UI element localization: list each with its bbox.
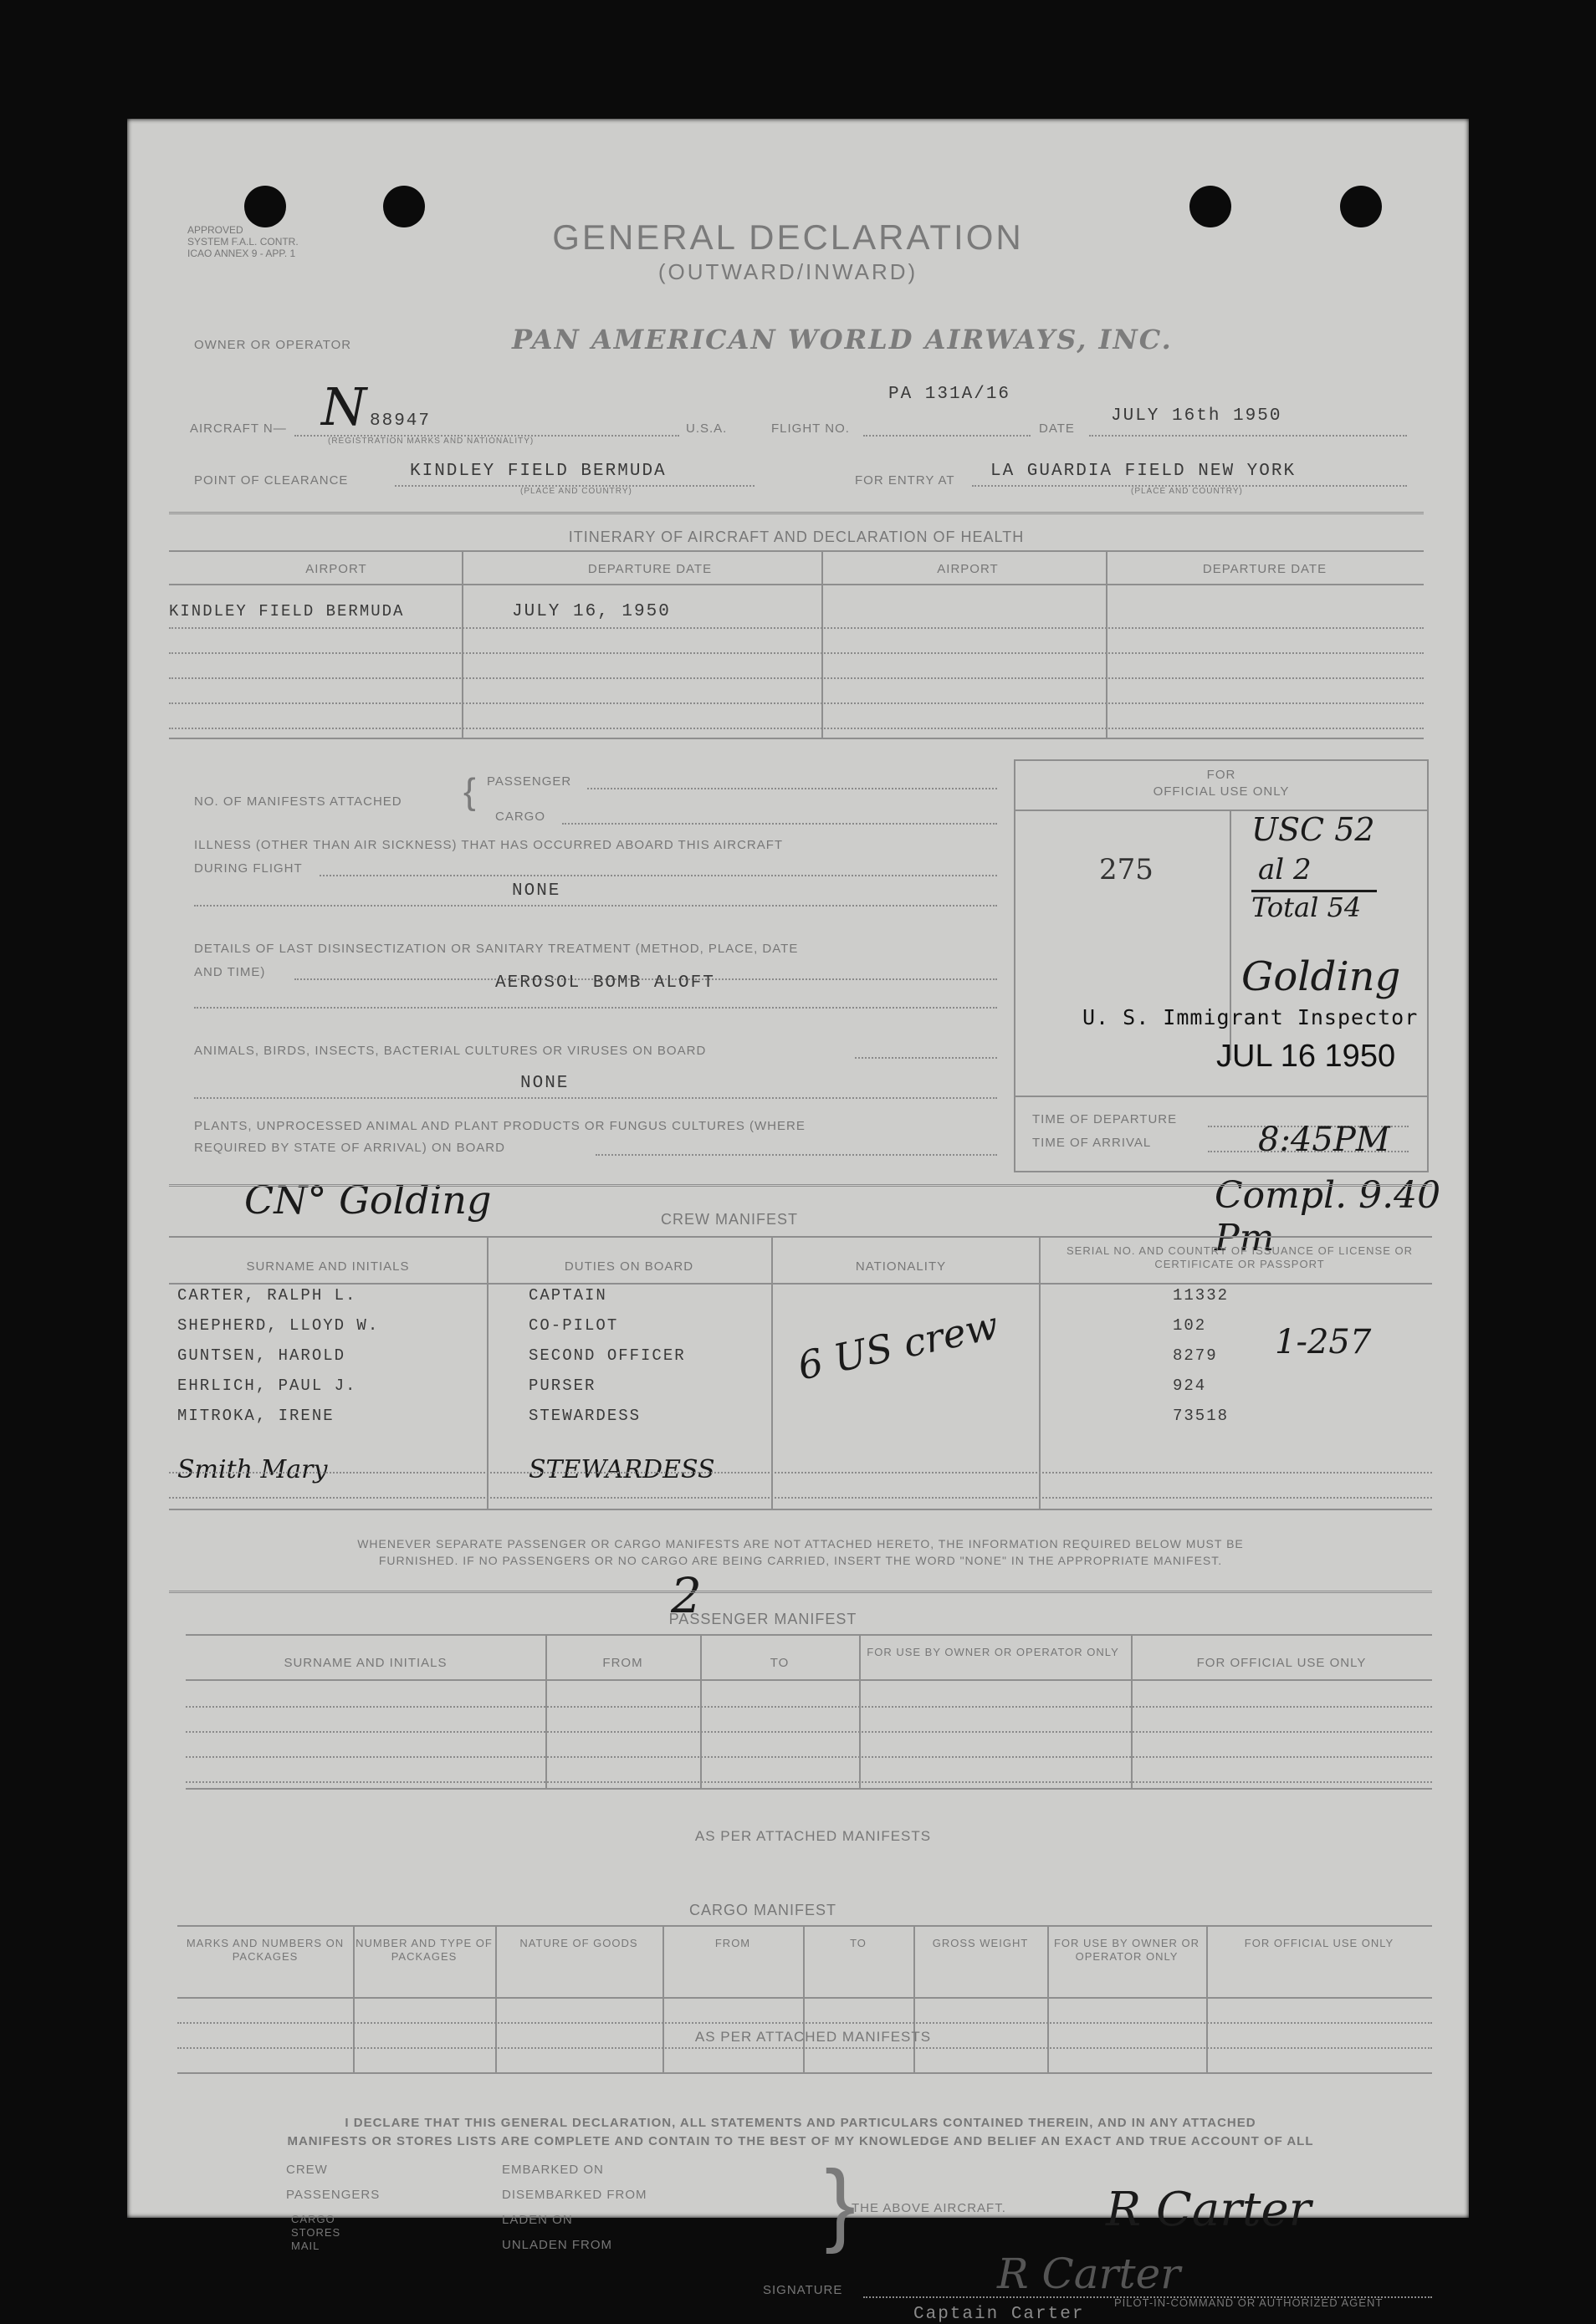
itinerary-title: ITINERARY OF AIRCRAFT AND DECLARATION OF HEALTH [568,529,1025,545]
crew-name: Smith Mary [177,1455,328,1484]
crew-name: CARTER, RALPH L. [177,1286,357,1305]
passenger-col-to: TO [770,1656,790,1670]
crew-duty: STEWARDESS [529,1455,715,1484]
clearance-label: POINT OF CLEARANCE [194,473,349,488]
signature-label: SIGNATURE [763,2283,843,2297]
punch-hole [244,186,286,227]
passenger-col-official: FOR OFFICIAL USE ONLY [1196,1656,1367,1670]
crew-serial: 102 [1173,1316,1207,1335]
departure-time-label: TIME OF DEPARTURE [1032,1112,1178,1126]
crew-duty: STEWARDESS [529,1407,642,1425]
decl-action-disembarked: DISEMBARKED FROM [502,2188,647,2202]
passenger-note: AS PER ATTACHED MANIFESTS [694,1828,932,1844]
entry-sub: (PLACE AND COUNTRY) [1131,487,1243,496]
cargo-col: NATURE OF GOODS [519,1937,638,1949]
itinerary-col-airport-1: AIRPORT [305,562,367,576]
crew-annotation-right: Compl. 9.40 Pm [1215,1174,1441,1259]
punch-hole [1340,186,1382,227]
cargo-col: NUMBER AND TYPE OF PACKAGES [356,1937,493,1963]
crew-col-nationality: NATIONALITY [855,1259,947,1274]
decl-above-aircraft: THE ABOVE AIRCRAFT. [852,2201,1006,2215]
disinsect-value: AEROSOL BOMB ALOFT [495,973,715,993]
decl-action-laden: LADEN ON [502,2213,573,2227]
inspector-stamp: U. S. Immigrant Inspector [1082,1005,1419,1029]
plants-label-2: REQUIRED BY STATE OF ARRIVAL) ON BOARD [194,1141,505,1155]
notice-line-2: FURNISHED. IF NO PASSENGERS OR NO CARGO ARE BEING CARRIED, INSERT THE WORD "NONE" IN THE APPROPRIATE MANIFEST. [378,1554,1223,1567]
inspector-signature: Golding [1241,953,1401,1000]
plants-label: PLANTS, UNPROCESSED ANIMAL AND PLANT PRODUCTS OR FUNGUS CULTURES (WHERE [194,1119,806,1133]
cargo-col: MARKS AND NUMBERS ON PACKAGES [186,1937,345,1963]
itinerary-col-airport-2: AIRPORT [937,562,999,576]
cargo-col: FROM [714,1937,751,1949]
crew-name: GUNTSEN, HAROLD [177,1346,346,1365]
cargo-col: FOR USE BY OWNER OR OPERATOR ONLY [1053,1937,1200,1963]
aircraft-handwritten: N [321,376,367,437]
captain-signature-top: R Carter [1106,2183,1312,2237]
illness-label: ILLNESS (OTHER THAN AIR SICKNESS) THAT HAS OCCURRED ABOARD THIS AIRCRAFT [194,838,784,852]
manifests-label: NO. OF MANIFESTS ATTACHED [194,794,402,809]
crew-duty: PURSER [529,1377,596,1395]
owner-label: OWNER OR OPERATOR [194,338,352,352]
passenger-handwritten: 2 [671,1567,702,1624]
cargo-col: FOR OFFICIAL USE ONLY [1244,1937,1394,1949]
disinsect-label-2: AND TIME) [194,965,266,979]
clearance-sub: (PLACE AND COUNTRY) [520,487,632,496]
itinerary-col-date-1: DEPARTURE DATE [587,562,713,576]
punch-hole [1189,186,1231,227]
itinerary-date: JULY 16, 1950 [512,602,671,621]
decl-item-passengers: PASSENGERS [286,2188,381,2202]
date-value: JULY 16th 1950 [1111,406,1282,426]
declaration-line-1: I DECLARE THAT THIS GENERAL DECLARATION, ALL STATEMENTS AND PARTICULARS CONTAINED THEREIN, AND IN ANY ATTACHED [345,2116,1256,2130]
punch-hole [383,186,425,227]
crew-col-name: SURNAME AND INITIALS [246,1259,410,1274]
cargo-col: GROSS WEIGHT [932,1937,1029,1949]
decl-action-embarked: EMBARKED ON [502,2163,604,2177]
passenger-col-from: FROM [602,1656,643,1670]
official-title-2: OFFICIAL USE ONLY [1153,784,1290,799]
crew-name: MITROKA, IRENE [177,1407,335,1425]
passenger-col-name: SURNAME AND INITIALS [284,1656,448,1670]
cargo-count-label: CARGO [495,810,546,824]
tally-al: al 2 [1258,853,1312,886]
flight-label: FLIGHT NO. [771,421,850,436]
passenger-count-label: PASSENGER [487,774,572,789]
usa-label: U.S.A. [686,421,728,436]
illness-label-2: DURING FLIGHT [194,861,303,876]
tally-usc: USC 52 [1251,811,1375,848]
pilot-label: PILOT-IN-COMMAND OR AUTHORIZED AGENT [1114,2296,1384,2309]
entry-label: FOR ENTRY AT [855,473,955,488]
date-label: DATE [1039,421,1075,436]
passenger-col-owner: FOR USE BY OWNER OR OPERATOR ONLY [867,1646,1119,1658]
aircraft-label: AIRCRAFT N— [190,421,287,436]
crew-duty: CAPTAIN [529,1286,607,1305]
animals-value: NONE [520,1074,570,1093]
arrival-time-label: TIME OF ARRIVAL [1032,1136,1152,1150]
aircraft-value: 88947 [370,411,432,431]
arrival-time-value: 8:45PM [1258,1121,1390,1159]
clearance-value: KINDLEY FIELD BERMUDA [410,462,667,481]
decl-item-crew: CREW [286,2163,328,2177]
notice-line-1: WHENEVER SEPARATE PASSENGER OR CARGO MANIFESTS ARE NOT ATTACHED HERETO, THE INFORMATION REQUIRED BELOW MUST BE [357,1537,1244,1550]
serial-note: 1-257 [1275,1323,1372,1361]
crew-duty: SECOND OFFICER [529,1346,686,1365]
declaration-line-2: MANIFESTS OR STORES LISTS ARE COMPLETE AND CONTAIN TO THE BEST OF MY KNOWLEDGE AND BELIEF AN EXACT AND TRUE ACCOUNT OF ALL [287,2134,1314,2148]
captain-signature: R Carter [997,2250,1181,2298]
crew-name: SHEPHERD, LLOYD W. [177,1316,380,1335]
document-page: APPROVED SYSTEM F.A.L. CONTR. ICAO ANNEX 9 - APP. 1 GENERAL DECLARATION (OUTWARD/INWARD) OWNER OR OPERATOR PAN AMERICAN WORLD AIRWAYS, INC. PA 131A/16 AIRCRAFT N— N 88947 (REGISTRATION MARKS AND NATIONALITY) U.S.A. FLIGHT NO. DATE JULY 16th 1950 POINT OF CLEARANCE KINDLEY FIELD BERMUDA (PLACE AND COUNTRY) FOR ENTRY AT LA GUARDIA FIELD NEW YORK (PLACE AND COUNTRY) ITINERARY OF AIRCRAFT AND DECLARATION OF HEALTH AIRPORT DEPARTURE DATE AIRPORT DEPARTURE DATE KINDLEY FIELD BERMUDA JULY 16, 1950 NO. OF MANIFESTS ATTACHED { PASSENGER CARGO ILLNESS (OTHER THAN AIR SICKNESS) THAT HAS OCCURRED ABOARD THIS AIRCRAFT DURING FLIGHT NONE DETAILS OF LAST DISINSECTIZATION OR SANITARY TREATMENT (METHOD, PLACE, DATE AND TIME) AEROSOL BOMB ALOFT ANIMALS, BIRDS, INSECTS, BACTERIAL CULTURES OR VIRUSES ON BOARD NONE PLANTS, UNPROCESSED ANIMAL AND PLANT PRODUCTS OR FUNGUS CULTURES (WHERE REQUIRED BY STATE OF ARRIVAL) ON BOARD FOR OFFICIAL USE ONLY 275 USC 52 al 2 Total 54 Golding U. S. Immigrant Inspector JUL 16 1950 TIME OF DEPARTURE TIME OF ARRIVAL 8:45PM CN° Golding Compl. 9.40 Pm CREW MANIFEST SURNAME AND INITIALS DUTIES ON BOARD NATIONALITY SERIAL NO. AND COUNTRY OF ISSUANCE OF LICENSE OR CERTIFICATE OR PASSPORT CARTER, RALPH L. CAPTAIN 11332 SHEPHERD, LLOYD W. CO-PILOT 102 GUNTSEN, HAROLD SECOND OFFICER 8279 EHRLICH, PAUL J. PURSER 924 MITROKA, IRENE STEWARDESS 73518 Smith Mary STEWARDESS 6 US crew 1-257 WHENEVER SEPARATE PASSENGER OR CARGO MANIFESTS ARE NOT ATTACHED HERETO, THE INFORMATION REQUIRED BELOW MUST BE FURNISHED. IF NO PASSENGERS OR NO CARGO ARE BEING CARRIED, INSERT THE WORD "NONE" IN THE APPROPRIATE MANIFEST. 2 PASSENGER MANIFEST SURNAME AND INITIALS FROM TO FOR USE BY OWNER OR OPERATOR ONLY FOR OFFICIAL USE ONLY AS PER ATTACHED MANIFESTS CARGO MANIFEST MARKS AND NUMBERS ON PACKAGES NUMBER AND TYPE OF PACKAGES NATURE OF GOODS FROM TO GROSS WEIGHT FOR USE BY OWNER OR OPERATOR ONLY FOR OFFICIAL USE ONLY AS PER ATTACHED MANIFESTS I DECLARE THAT THIS GENERAL DECLARATION, ALL STATEMENTS AND PARTICULARS CONTAINED THEREIN, AND IN ANY ATTACHED MANIFESTS OR STORES LISTS ARE COMPLETE AND CONTAIN TO THE BEST OF MY KNOWLEDGE AND BELIEF AN EXACT AND TRUE ACCOUNT OF ALL CREW PASSENGERS CARGO STORES MAIL EMBARKED ON DISEMBARKED FROM LADEN ON UNLADEN FROM } THE ABOVE AIRCRAFT. R Carter SIGNATURE R Carter Captain Carter PILOT-IN-COMMAND OR AUTHORIZED AGENT [127,119,1469,2218]
crew-annotation-left: CN° Golding [244,1177,492,1223]
official-number: 275 [1099,853,1154,886]
decl-item-stores: STORES [291,2226,341,2239]
crew-serial: 8279 [1173,1346,1218,1365]
animals-label: ANIMALS, BIRDS, INSECTS, BACTERIAL CULTURES OR VIRUSES ON BOARD [194,1044,707,1058]
crew-name: EHRLICH, PAUL J. [177,1377,357,1395]
crew-duty: CO-PILOT [529,1316,619,1335]
itinerary-airport: KINDLEY FIELD BERMUDA [169,602,405,621]
cargo-title: CARGO MANIFEST [688,1902,836,1918]
official-use-box [1014,759,1429,1172]
decl-item-cargo: CARGO [291,2213,335,2225]
owner-value: PAN AMERICAN WORLD AIRWAYS, INC. [512,324,1173,355]
form-title: GENERAL DECLARATION [552,217,1024,257]
form-subtitle: (OUTWARD/INWARD) [657,259,918,284]
passenger-title: PASSENGER MANIFEST [668,1611,857,1627]
illness-value: NONE [512,881,561,901]
crew-col-duty: DUTIES ON BOARD [564,1259,694,1274]
official-title: FOR [1206,768,1236,782]
nationality-handwritten: 6 US crew [794,1302,1003,1389]
crew-col-serial: SERIAL NO. AND COUNTRY OF ISSUANCE OF LICENSE OR CERTIFICATE OR PASSPORT [1067,1244,1413,1270]
date-stamp: JUL 16 1950 [1216,1039,1396,1074]
disinsect-label: DETAILS OF LAST DISINSECTIZATION OR SANITARY TREATMENT (METHOD, PLACE, DATE [194,942,799,956]
aircraft-sub: (REGISTRATION MARKS AND NATIONALITY) [328,437,535,446]
decl-item-mail: MAIL [291,2240,320,2252]
cargo-col: TO [850,1937,867,1949]
itinerary-col-date-2: DEPARTURE DATE [1202,562,1327,576]
decl-action-unladen: UNLADEN FROM [502,2238,613,2252]
tally-total: Total 54 [1251,891,1362,923]
crew-title: CREW MANIFEST [661,1211,798,1228]
typed-name: Captain Carter [913,2305,1085,2324]
crew-serial: 73518 [1173,1407,1230,1425]
flight-number: PA 131A/16 [888,385,1011,404]
approval-note: APPROVED SYSTEM F.A.L. CONTR. ICAO ANNEX 9 - APP. 1 [187,224,299,259]
crew-serial: 11332 [1173,1286,1230,1305]
crew-serial: 924 [1173,1377,1207,1395]
cargo-note: AS PER ATTACHED MANIFESTS [694,2029,932,2045]
entry-value: LA GUARDIA FIELD NEW YORK [990,462,1297,481]
